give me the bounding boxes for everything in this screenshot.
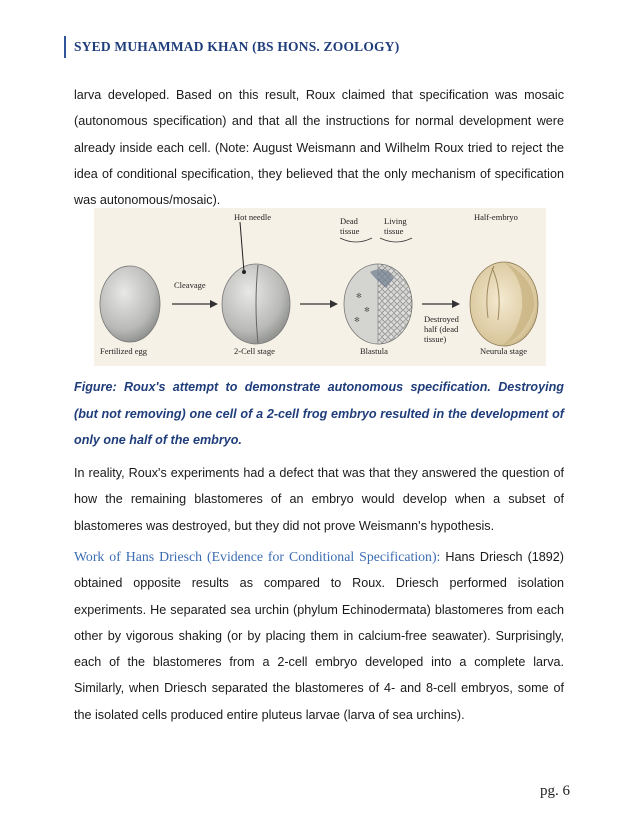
dead-cell-mark: ✻ [356, 293, 362, 300]
figure-illustration [94, 208, 546, 366]
label-living-tissue-2: tissue [384, 226, 404, 236]
label-dead-tissue-1: Dead [340, 216, 358, 226]
label-two-cell-stage: 2-Cell stage [234, 346, 275, 356]
label-hot-needle: Hot needle [234, 212, 272, 222]
driesch-section-body: Hans Driesch (1892) obtained opposite results as compared to Roux. Driesch performed isolation experiments. He separated sea urchin (phylum Echinodermata) blastomeres from each other by vigorous shaking (or by placing them in calcium-free seawater). Surprisingly, each of the blastomeres from a 2-cell embryo developed into a complete larva. Similarly, when Driesch separated the blastomeres of 4- and 8-cell embryos, some of the isolated cells produced entire pluteus larvae (larva of sea urchins). [74, 550, 564, 722]
label-living-tissue-1: Living [384, 216, 407, 226]
paragraph-driesch [74, 544, 564, 728]
page-header: SYED MUHAMMAD KHAN (BS HONS. ZOOLOGY) [64, 36, 399, 58]
paragraph-roux-result: larva developed. Based on this result, Roux claimed that specification was mosaic (autonomous specification) and that all the instructions for normal development were already inside each cell. (Note: August Weismann and Wilhelm Roux tried to reject the idea of conditional specification, they believed that the only mechanism of specification was autonomous/mosaic). [74, 88, 564, 208]
driesch-section-heading: Work of Hans Driesch (Evidence for Conditional Specification): [74, 549, 441, 564]
label-fertilized-egg: Fertilized egg [100, 346, 147, 356]
label-destroyed-2: half (dead [424, 324, 459, 334]
label-cleavage: Cleavage [174, 280, 206, 290]
page-number: pg. 6 [540, 783, 570, 799]
label-destroyed-3: tissue) [424, 334, 447, 344]
dead-cell-mark: ✻ [354, 317, 360, 324]
roux-experiment-figure [94, 208, 546, 366]
figure-caption: Figure: Roux's attempt to demonstrate autonomous specification. Destroying (but not removing) one cell of a 2-cell frog embryo resulted in the development of only one half of the embryo. [74, 380, 564, 448]
label-neurula-stage: Neurula stage [480, 346, 527, 356]
fertilized-egg-drawing [100, 266, 160, 342]
paragraph-roux-defect: In reality, Roux's experiments had a defect that was that they answered the question of how the remaining blastomeres of an embryo would develop when a subset of blastomeres was destroyed, but they did not prove Weismann's hypothesis. [74, 466, 564, 533]
dead-cell-mark: ✻ [364, 307, 370, 314]
label-half-embryo: Half-embryo [474, 212, 518, 222]
label-destroyed-1: Destroyed [424, 314, 459, 324]
label-blastula: Blastula [360, 346, 388, 356]
label-dead-tissue-2: tissue [340, 226, 360, 236]
